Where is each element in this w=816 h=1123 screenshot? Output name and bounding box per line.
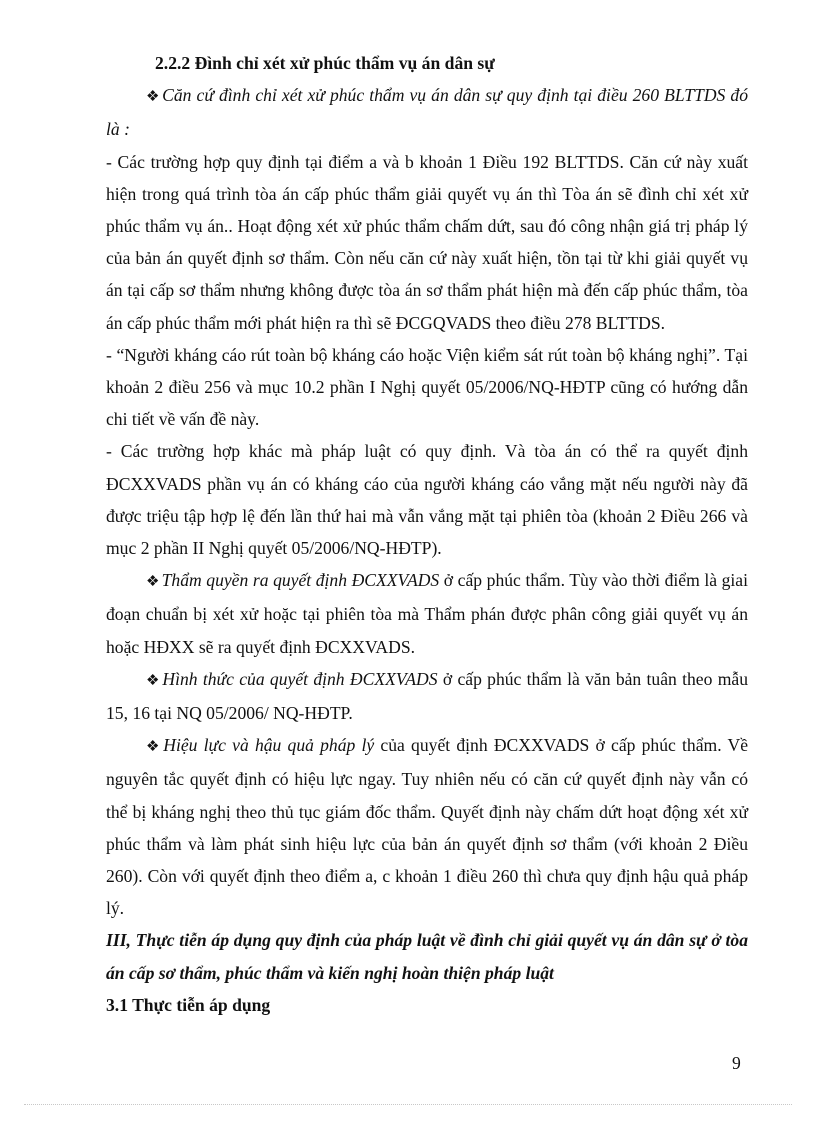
intro-paragraph bbox=[106, 79, 748, 145]
bullet-effect-italic: Hiệu lực và hậu quả pháp lý bbox=[163, 735, 375, 756]
paragraph-grounds-3: - Các trường hợp khác mà pháp luật có quy định. Và tòa án có thể ra quyết định ĐCXXVADS phần vụ án có kháng cáo của người kháng cáo vắng mặt nếu người này đã được triệu tập hợp lệ đến lần thứ hai mà vẫn vắng mặt tại phiên tòa (khoản 2 Điều 266 và mục 2 phần II Nghị quyết 05/2006/NQ-HĐTP). bbox=[106, 441, 748, 559]
section-heading-3-1: 3.1 Thực tiễn áp dụng bbox=[106, 994, 271, 1015]
bullet-form-text: ở cấp phúc thẩm là văn bản tuân theo mẫu 15, 16 tại NQ 05/2006/ NQ-HĐTP. bbox=[106, 668, 748, 724]
paragraph-grounds-2: - “Người kháng cáo rút toàn bộ kháng cáo hoặc Viện kiểm sát rút toàn bộ kháng nghị”. Tại khoản 2 điều 256 và mục 10.2 phần I Nghị quyết 05/2006/NQ-HĐTP cũng có hướng dẫn chi tiết về vấn đề này. bbox=[106, 344, 748, 430]
bullet-paragraph-effect bbox=[106, 729, 748, 924]
section-heading-III: III, Thực tiễn áp dụng quy định của pháp luật về đình chỉ giải quyết vụ án dân sự ở tòa án cấp sơ thẩm, phúc thẩm và kiến nghị hoàn thiện pháp luật bbox=[106, 930, 748, 983]
page-number: 9 bbox=[732, 1053, 741, 1073]
diamond-bullet-icon: ❖ bbox=[146, 739, 162, 756]
bullet-authority-italic: Thẩm quyền ra quyết định ĐCXXVADS bbox=[161, 570, 440, 591]
bullet-form-italic: Hình thức của quyết định ĐCXXVADS bbox=[162, 668, 438, 689]
paragraph-grounds-1: - Các trường hợp quy định tại điểm a và b khoản 1 Điều 192 BLTTDS. Căn cứ này xuất hiện trong quá trình tòa án cấp phúc thẩm giải quyết vụ án thì Tòa án sẽ đình chỉ xét xử phúc thẩm vụ án.. Hoạt động xét xử phúc thẩm chấm dứt, sau đó công nhận giá trị pháp lý của bản án quyết định sơ thẩm. Còn nếu căn cứ này xuất hiện, tồn tại từ khi giải quyết vụ án tại cấp sơ thẩm nhưng không được tòa án sơ thẩm phát hiện mà đến cấp phúc thẩm, tòa án cấp phúc thẩm mới phát hiện ra thì sẽ ĐCGQVADS theo điều 278 BLTTDS. bbox=[106, 151, 748, 333]
diamond-bullet-icon: ❖ bbox=[146, 672, 161, 689]
document-page bbox=[106, 47, 748, 1021]
diamond-bullet-icon: ❖ bbox=[146, 89, 161, 106]
bullet-paragraph-form bbox=[106, 663, 748, 729]
diamond-bullet-icon: ❖ bbox=[146, 574, 160, 591]
bullet-authority-text: ở cấp phúc thẩm. Tùy vào thời điểm là giai đoạn chuẩn bị xét xử hoặc tại phiên tòa mà Thẩm phán được phân công giải quyết vụ án hoặc HĐXX sẽ ra quyết định ĐCXXVADS. bbox=[106, 570, 749, 657]
intro-italic-text: Căn cứ đình chỉ xét xử phúc thẩm vụ án dân sự quy định tại điều 260 BLTTDS đó là : bbox=[106, 85, 748, 140]
page-bottom-divider bbox=[24, 1104, 792, 1105]
section-heading-2-2-2: 2.2.2 Đình chỉ xét xử phúc thẩm vụ án dân sự bbox=[155, 53, 495, 73]
bullet-effect-text: của quyết định ĐCXXVADS ở cấp phúc thẩm. Về nguyên tắc quyết định có hiệu lực ngay. Tuy nhiên nếu có căn cứ quyết định này vẫn có thể bị kháng nghị theo thủ tục giám đốc thẩm. Quyết định này chấm dứt hoạt động xét xử phúc thẩm và làm phát sinh hiệu lực của bản án quyết định sơ thẩm (với khoản 2 Điều 260). Còn với quyết định theo điểm a, c khoản 1 điều 260 thì chưa quy định hậu quả pháp lý. bbox=[106, 735, 749, 919]
bullet-paragraph-authority bbox=[106, 564, 748, 663]
